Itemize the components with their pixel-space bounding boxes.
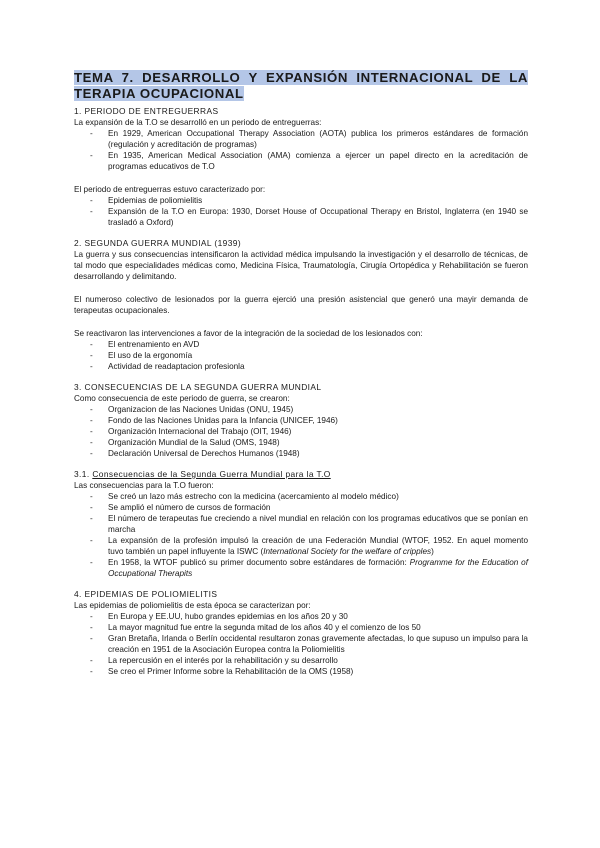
list-item: - Gran Bretaña, Irlanda o Berlín occidental resultaron zonas gravemente afectadas, lo que supuso un impulso para la creación en 1951 de la Asociación Europea contra la Poliomielitis: [74, 633, 528, 655]
bullet-list: [74, 339, 528, 372]
list-item: - Fondo de las Naciones Unidas para la Infancia (UNICEF, 1946): [74, 415, 528, 426]
list-item: - Epidemias de poliomielitis: [74, 195, 528, 206]
list-item: - El uso de la ergonomía: [74, 350, 528, 361]
bullet-list: [74, 128, 528, 172]
list-item: - Se amplió el número de cursos de formación: [74, 502, 528, 513]
list-item: - Se creó un lazo más estrecho con la medicina (acercamiento al modelo médico): [74, 491, 528, 502]
section-heading: 4. EPIDEMIAS DE POLIOMIELITIS: [74, 589, 218, 599]
paragraph: El numeroso colectivo de lesionados por la guerra ejerció una presión asistencial que generó una mayir demanda de terapeutas ocupacionales.: [74, 295, 528, 315]
document-title-text: TEMA 7. DESARROLLO Y EXPANSIÓN INTERNACIONAL DE LA TERAPIA OCUPACIONAL: [74, 70, 528, 101]
bullet-list: [74, 611, 528, 677]
bullet-list: [74, 404, 528, 459]
section-intro: Se reactivaron las intervenciones a favor de la integración de la sociedad de los lesionados con:: [74, 329, 423, 338]
section-4: [74, 589, 528, 677]
section-3: [74, 382, 528, 459]
list-item: - La repercusión en el interés por la rehabilitación y su desarrollo: [74, 655, 528, 666]
section-heading: 1. PERIODO DE ENTREGUERRAS: [74, 106, 219, 116]
list-item: - El número de terapeutas fue creciendo a nivel mundial en relación con los programas educativos que se ponían en marcha: [74, 513, 528, 535]
list-item: - Declaración Universal de Derechos Humanos (1948): [74, 448, 528, 459]
list-item: - La mayor magnitud fue entre la segunda mitad de los años 40 y el comienzo de los 50: [74, 622, 528, 633]
section-intro: Como consecuencia de este periodo de guerra, se crearon:: [74, 394, 290, 403]
list-item: - En 1929, American Occupational Therapy Association (AOTA) publica los primeros estándares de formación (regulación y acreditación de programas): [74, 128, 528, 150]
list-item: - En Europa y EE.UU, hubo grandes epidemias en los años 20 y 30: [74, 611, 528, 622]
list-item-text: La expansión de la profesión impulsó la creación de una Federación Mundial (WTOF, 1952. En aquel momento tuvo también un papel influyente la ISWC (: [108, 536, 528, 556]
section-heading: 3. CONSECUENCIAS DE LA SEGUNDA GUERRA MUNDIAL: [74, 382, 322, 392]
list-item: - Organizacion de las Naciones Unidas (ONU, 1945): [74, 404, 528, 415]
section-heading: 2. SEGUNDA GUERRA MUNDIAL (1939): [74, 238, 242, 248]
list-item: - Expansión de la T.O en Europa: 1930, Dorset House of Occupational Therapy en Bristol, Inglaterra (en 1940 se trasladó a Oxford): [74, 206, 528, 228]
list-item: - Actividad de readaptacion profesionla: [74, 361, 528, 372]
bullet-list: [74, 491, 528, 579]
list-item: [74, 535, 528, 557]
section-2: [74, 238, 528, 372]
list-item: - Organización Internacional del Trabajo (OIT, 1946): [74, 426, 528, 437]
paragraph: La guerra y sus consecuencias intensificaron la actividad médica impulsando la investigación y el desarrollo de técnicas, de tal modo que especialidades médicas como, Medicina Física, Traumatología, Cirugía Ortopédica y Rehabilitación se fueron desarrollando y delimitando.: [74, 250, 528, 281]
section-3-1: [74, 469, 528, 579]
list-item-text: ): [431, 547, 434, 556]
section-intro: Las consecuencias para la T.O fueron:: [74, 481, 214, 490]
list-item-text: En 1958, la WTOF publicó su primer documento sobre estándares de formación:: [108, 558, 410, 567]
document-content: [74, 70, 528, 677]
subsection-number: 3.1.: [74, 469, 90, 479]
list-item-italic: International Society for the welfare of cripples: [263, 547, 432, 556]
list-item: - El entrenamiento en AVD: [74, 339, 528, 350]
section-intro: Las epidemias de poliomielitis de esta época se caracterizan por:: [74, 601, 311, 610]
subsection-title: Consecuencias de la Segunda Guerra Mundial para la T.O: [92, 469, 331, 479]
list-item: - En 1935, American Medical Association (AMA) comienza a ejercer un papel directo en la acreditación de programas educativos de T.O: [74, 150, 528, 172]
subsection-heading: [74, 469, 528, 480]
list-item: - Se creo el Primer Informe sobre la Rehabilitación de la OMS (1958): [74, 666, 528, 677]
list-item-italic: Programme for the Education of Occupational Therapits: [108, 558, 528, 578]
list-item: - Organización Mundial de la Salud (OMS, 1948): [74, 437, 528, 448]
bullet-list: [74, 195, 528, 228]
list-item: [74, 557, 528, 579]
section-intro-2: El periodo de entreguerras estuvo caracterizado por:: [74, 185, 266, 194]
document-title: [74, 70, 528, 102]
section-1: [74, 106, 528, 228]
section-intro: La expansión de la T.O se desarrolló en un periodo de entreguerras:: [74, 118, 322, 127]
